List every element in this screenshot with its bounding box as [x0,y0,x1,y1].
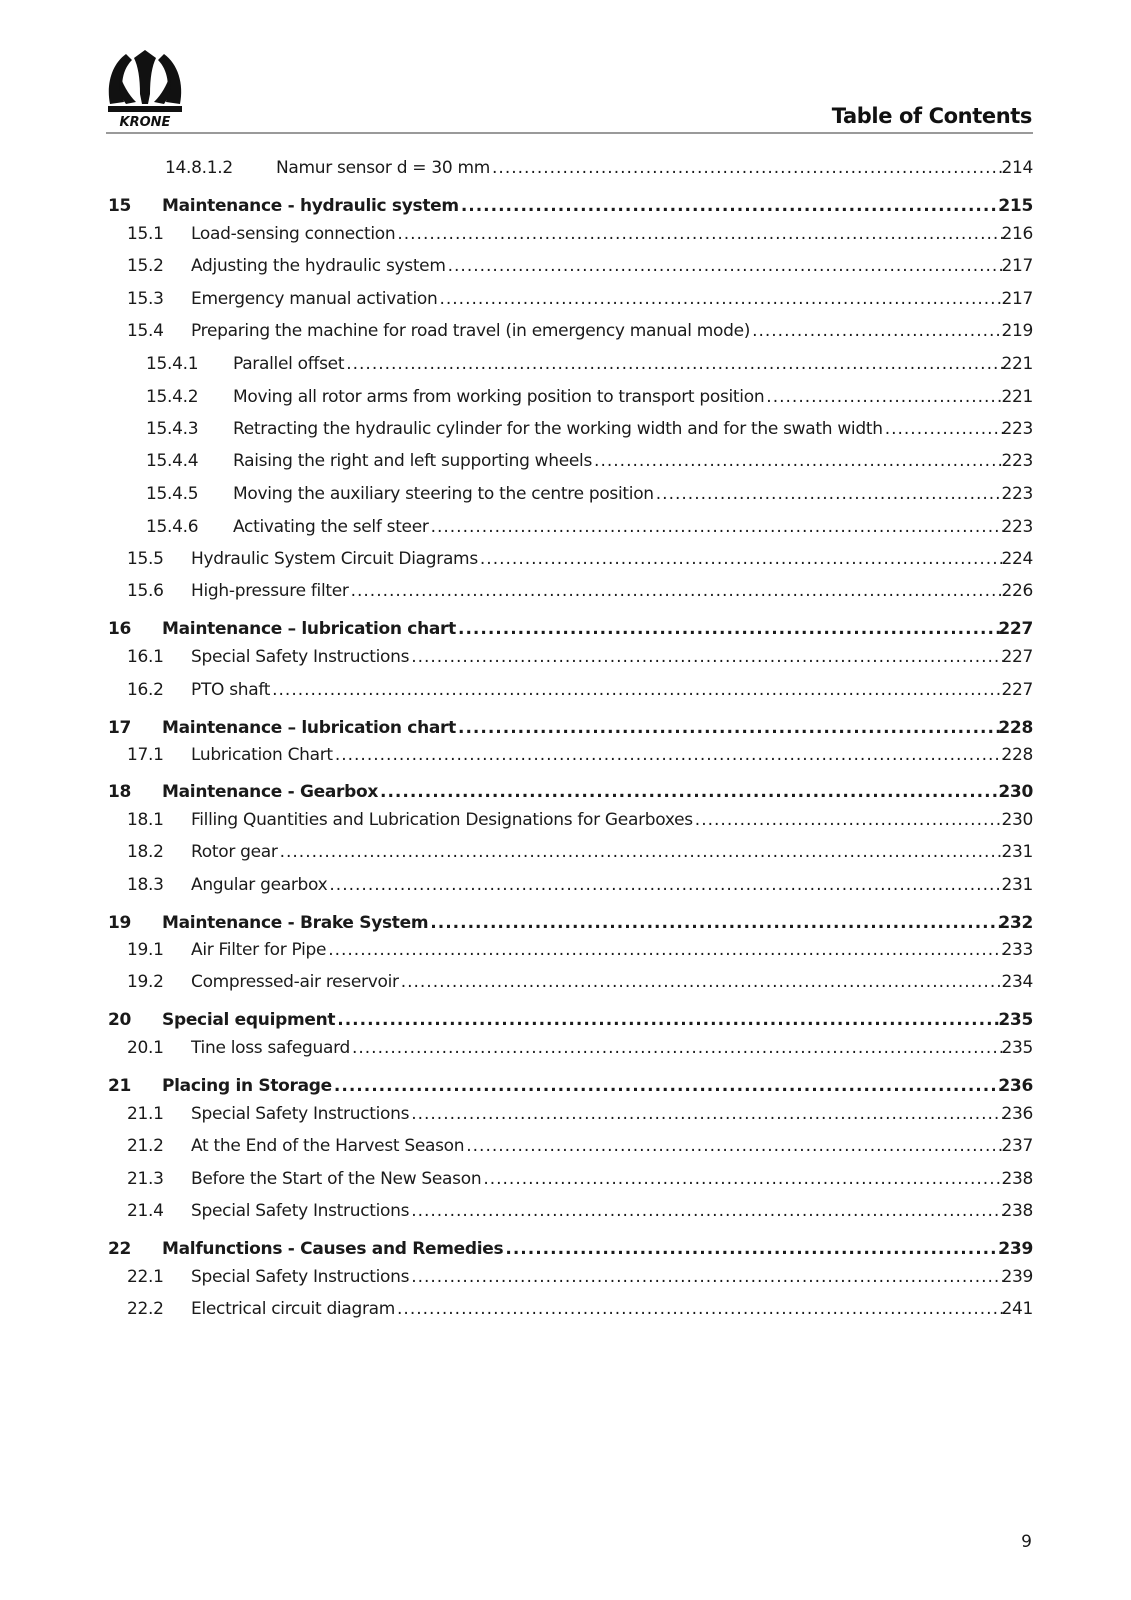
toc-entry[interactable] [0,514,1131,540]
toc-entry-leader [191,807,1005,833]
toc-entry-title: Angular gearbox [191,875,328,895]
dot-leader [430,910,1000,936]
dot-leader [461,193,1000,219]
toc-entry-page: 230 [998,782,1033,802]
toc-entry-leader [162,779,1002,805]
toc-entry-leader [162,1073,1002,1099]
toc-chapter-entry[interactable] [0,1236,1131,1262]
toc-entry-leader [191,578,1005,604]
toc-entry-title: Activating the self steer [233,517,429,537]
toc-entry-title: Namur sensor d = 30 mm [276,158,491,178]
dot-leader [351,578,1003,604]
toc-entry-number: 15.4.2 [146,387,199,407]
toc-entry-leader [191,1133,1005,1159]
dot-leader [401,969,1003,995]
toc-entry-leader [191,253,1005,279]
toc-entry-number: 16.2 [127,680,164,700]
toc-entry-page: 230 [1001,810,1033,830]
dot-leader [335,742,1003,768]
toc-entry[interactable] [0,742,1131,768]
toc-entry[interactable] [0,1264,1131,1290]
toc-entry-page: 227 [1001,647,1033,667]
toc-entry-leader [191,546,1005,572]
toc-entry-number: 20.1 [127,1038,164,1058]
toc-entry-title: Maintenance – lubrication chart [162,718,456,738]
toc-entry-page: 215 [998,196,1033,216]
toc-entry[interactable] [0,1198,1131,1224]
toc-entry-leader [191,937,1005,963]
toc-entry-page: 237 [1001,1136,1033,1156]
toc-entry-page: 238 [1001,1169,1033,1189]
dot-leader [695,807,1003,833]
toc-entry-number: 15.3 [127,289,164,309]
toc-entry-title: Rotor gear [191,842,278,862]
toc-entry[interactable] [0,351,1131,377]
toc-entry-title: Maintenance - Brake System [162,913,429,933]
dot-leader [329,872,1003,898]
dot-leader [431,514,1003,540]
toc-entry[interactable] [0,1296,1131,1322]
toc-entry-leader [191,677,1005,703]
toc-entry-leader [233,351,1005,377]
dot-leader [492,155,1003,181]
toc-chapter-entry[interactable] [0,910,1131,936]
toc-entry-title: Moving the auxiliary steering to the centre position [233,484,654,504]
toc-entry-page: 231 [1001,875,1033,895]
toc-entry-number: 18.3 [127,875,164,895]
toc-entry-number: 15.4.1 [146,354,199,374]
toc-entry-page: 234 [1001,972,1033,992]
toc-entry-page: 227 [998,619,1033,639]
toc-entry-number: 15.2 [127,256,164,276]
toc-entry-title: Maintenance - hydraulic system [162,196,459,216]
toc-entry-number: 16 [108,619,132,639]
toc-entry-page: 216 [1001,224,1033,244]
dot-leader [411,644,1003,670]
toc-entry-leader [233,384,1005,410]
toc-entry-page: 241 [1001,1299,1033,1319]
toc-entry-title: Raising the right and left supporting wheels [233,451,593,471]
toc-entry-number: 15.1 [127,224,164,244]
toc-entry-title: Maintenance - Gearbox [162,782,379,802]
toc-entry[interactable] [0,839,1131,865]
toc-entry[interactable] [0,1166,1131,1192]
toc-entry-number: 21.3 [127,1169,164,1189]
toc-entry-title: Special Safety Instructions [191,1104,410,1124]
dot-leader [505,1236,1000,1262]
dot-leader [280,839,1003,865]
toc-entry-number: 19.1 [127,940,164,960]
dot-leader [483,1166,1003,1192]
toc-entry-title: Moving all rotor arms from working position to transport position [233,387,765,407]
toc-entry-page: 233 [1001,940,1033,960]
toc-entry[interactable] [0,481,1131,507]
toc-entry-title: Special equipment [162,1010,336,1030]
toc-entry-number: 17.1 [127,745,164,765]
toc-entry-leader [233,416,1005,442]
page-number: 9 [1021,1532,1032,1552]
toc-entry-page: 231 [1001,842,1033,862]
toc-entry-page: 226 [1001,581,1033,601]
toc-entry-page: 236 [1001,1104,1033,1124]
toc-entry-number: 19.2 [127,972,164,992]
toc-entry-leader [191,839,1005,865]
toc-entry-leader [191,221,1005,247]
toc-entry-page: 239 [1001,1267,1033,1287]
toc-entry[interactable] [0,807,1131,833]
toc-chapter-entry[interactable] [0,616,1131,642]
toc-entry-page: 238 [1001,1201,1033,1221]
toc-entry-number: 18 [108,782,132,802]
toc-entry-number: 21.1 [127,1104,164,1124]
toc-entry-leader [191,1101,1005,1127]
toc-entry-number: 17 [108,718,132,738]
toc-entry-page: 217 [1001,289,1033,309]
toc-entry-page: 217 [1001,256,1033,276]
toc-entry-leader [276,155,1005,181]
toc-entry-leader [191,1264,1005,1290]
toc-entry-page: 235 [998,1010,1033,1030]
toc-entry-title: Air Filter for Pipe [191,940,327,960]
toc-entry-leader [162,1236,1002,1262]
toc-entry-title: Filling Quantities and Lubrication Designations for Gearboxes [191,810,693,830]
toc-entry-number: 15.4 [127,321,164,341]
toc-entry-page: 223 [1001,484,1033,504]
dot-leader [346,351,1003,377]
toc-entry-title: Special Safety Instructions [191,1267,410,1287]
toc-chapter-entry[interactable] [0,193,1131,219]
toc-entry-leader [191,1198,1005,1224]
toc-entry-leader [191,969,1005,995]
toc-entry[interactable] [0,1133,1131,1159]
toc-entry[interactable] [0,1101,1131,1127]
toc-entry[interactable] [0,969,1131,995]
toc-entry-leader [191,1166,1005,1192]
toc-entry-leader [191,1035,1005,1061]
dot-leader [885,416,1003,442]
toc-entry-page: 223 [1001,451,1033,471]
toc-entry[interactable] [0,384,1131,410]
toc-entry[interactable] [0,546,1131,572]
toc-entry-number: 19 [108,913,132,933]
toc-entry-leader [233,448,1005,474]
toc-entry-number: 15.4.6 [146,517,199,537]
toc-entry[interactable] [0,221,1131,247]
toc-entry-number: 18.1 [127,810,164,830]
dot-leader [380,779,1000,805]
toc-entry-number: 21 [108,1076,132,1096]
toc-entry-title: Placing in Storage [162,1076,332,1096]
toc-entry-leader [233,514,1005,540]
toc-entry-title: Compressed-air reservoir [191,972,399,992]
toc-entry-title: Adjusting the hydraulic system [191,256,446,276]
toc-entry[interactable] [0,448,1131,474]
dot-leader [411,1101,1003,1127]
toc-entry-title: At the End of the Harvest Season [191,1136,465,1156]
dot-leader [334,1073,1000,1099]
dot-leader [352,1035,1003,1061]
toc-entry-title: Special Safety Instructions [191,1201,410,1221]
toc-chapter-entry[interactable] [0,779,1131,805]
toc-entry-title: Lubrication Chart [191,745,333,765]
toc-entry-page: 214 [1001,158,1033,178]
toc-entry-leader [191,644,1005,670]
toc-entry-number: 20 [108,1010,132,1030]
dot-leader [458,715,1000,741]
toc-entry-number: 15 [108,196,132,216]
dot-leader [448,253,1003,279]
dot-leader [439,286,1003,312]
toc-entry-leader [162,616,1002,642]
toc-entry-title: Hydraulic System Circuit Diagrams [191,549,478,569]
toc-entry-page: 227 [1001,680,1033,700]
toc-entry[interactable] [0,872,1131,898]
toc-entry-title: Parallel offset [233,354,345,374]
toc-entry-number: 18.2 [127,842,164,862]
toc-entry-title: Tine loss safeguard [191,1038,350,1058]
toc-entry-page: 235 [1001,1038,1033,1058]
toc-chapter-entry[interactable] [0,715,1131,741]
toc-entry-number: 22.2 [127,1299,164,1319]
dot-leader [656,481,1003,507]
toc-entry-number: 14.8.1.2 [165,158,233,178]
toc-entry-page: 236 [998,1076,1033,1096]
toc-entry-title: Before the Start of the New Season [191,1169,482,1189]
toc-entry[interactable] [0,286,1131,312]
toc-entry-title: Preparing the machine for road travel (in emergency manual mode) [191,321,751,341]
toc-entry-number: 22.1 [127,1267,164,1287]
toc-entry-page: 239 [998,1239,1033,1259]
toc-entry-number: 15.4.4 [146,451,199,471]
page-title: Table of Contents [831,104,1032,128]
toc-entry-number: 15.6 [127,581,164,601]
toc-entry[interactable] [0,253,1131,279]
toc-entry-title: Special Safety Instructions [191,647,410,667]
toc-entry-page: 223 [1001,419,1033,439]
toc-entry-title: Electrical circuit diagram [191,1299,396,1319]
dot-leader [752,318,1003,344]
dot-leader [594,448,1003,474]
dot-leader [411,1198,1003,1224]
toc-entry-leader [191,1296,1005,1322]
dot-leader [411,1264,1003,1290]
toc-entry-leader [162,1007,1002,1033]
dot-leader [458,616,1000,642]
toc-entry-leader [233,481,1005,507]
toc-entry-leader [162,715,1002,741]
toc-entry-leader [191,318,1005,344]
toc-entry-leader [191,742,1005,768]
toc-entry[interactable] [0,155,1131,181]
toc-entry-page: 232 [998,913,1033,933]
toc-entry-page: 219 [1001,321,1033,341]
toc-entry-leader [191,872,1005,898]
toc-entry-title: High-pressure filter [191,581,349,601]
dot-leader [337,1007,1000,1033]
toc-entry-page: 223 [1001,517,1033,537]
toc-entry-number: 15.4.5 [146,484,199,504]
toc-chapter-entry[interactable] [0,1073,1131,1099]
toc-entry[interactable] [0,416,1131,442]
toc-entry-leader [191,286,1005,312]
toc-entry[interactable] [0,318,1131,344]
toc-entry-number: 15.4.3 [146,419,199,439]
dot-leader [328,937,1003,963]
toc-entry[interactable] [0,1035,1131,1061]
toc-entry-number: 15.5 [127,549,164,569]
toc-entry-leader [162,193,1002,219]
toc-entry-number: 16.1 [127,647,164,667]
toc-entry[interactable] [0,677,1131,703]
dot-leader [466,1133,1003,1159]
toc-entry-title: Malfunctions - Causes and Remedies [162,1239,504,1259]
toc-entry-title: Emergency manual activation [191,289,438,309]
toc-entry-page: 221 [1001,354,1033,374]
toc-entry-title: PTO shaft [191,680,271,700]
dot-leader [397,1296,1003,1322]
toc-entry-number: 21.4 [127,1201,164,1221]
toc-entry-page: 221 [1001,387,1033,407]
dot-leader [480,546,1003,572]
toc-entry-number: 21.2 [127,1136,164,1156]
toc-entry[interactable] [0,644,1131,670]
toc-entry-page: 224 [1001,549,1033,569]
toc-entry[interactable] [0,578,1131,604]
dot-leader [766,384,1003,410]
toc-entry-leader [162,910,1002,936]
toc-entry-number: 22 [108,1239,132,1259]
toc-entry-title: Maintenance – lubrication chart [162,619,456,639]
toc-entry-title: Load-sensing connection [191,224,396,244]
toc-chapter-entry[interactable] [0,1007,1131,1033]
toc-entry-page: 228 [998,718,1033,738]
logo-wordmark: KRONE [119,115,171,130]
toc-entry[interactable] [0,937,1131,963]
toc-entry-page: 228 [1001,745,1033,765]
dot-leader [272,677,1003,703]
toc-entry-title: Retracting the hydraulic cylinder for the working width and for the swath width [233,419,883,439]
dot-leader [397,221,1003,247]
